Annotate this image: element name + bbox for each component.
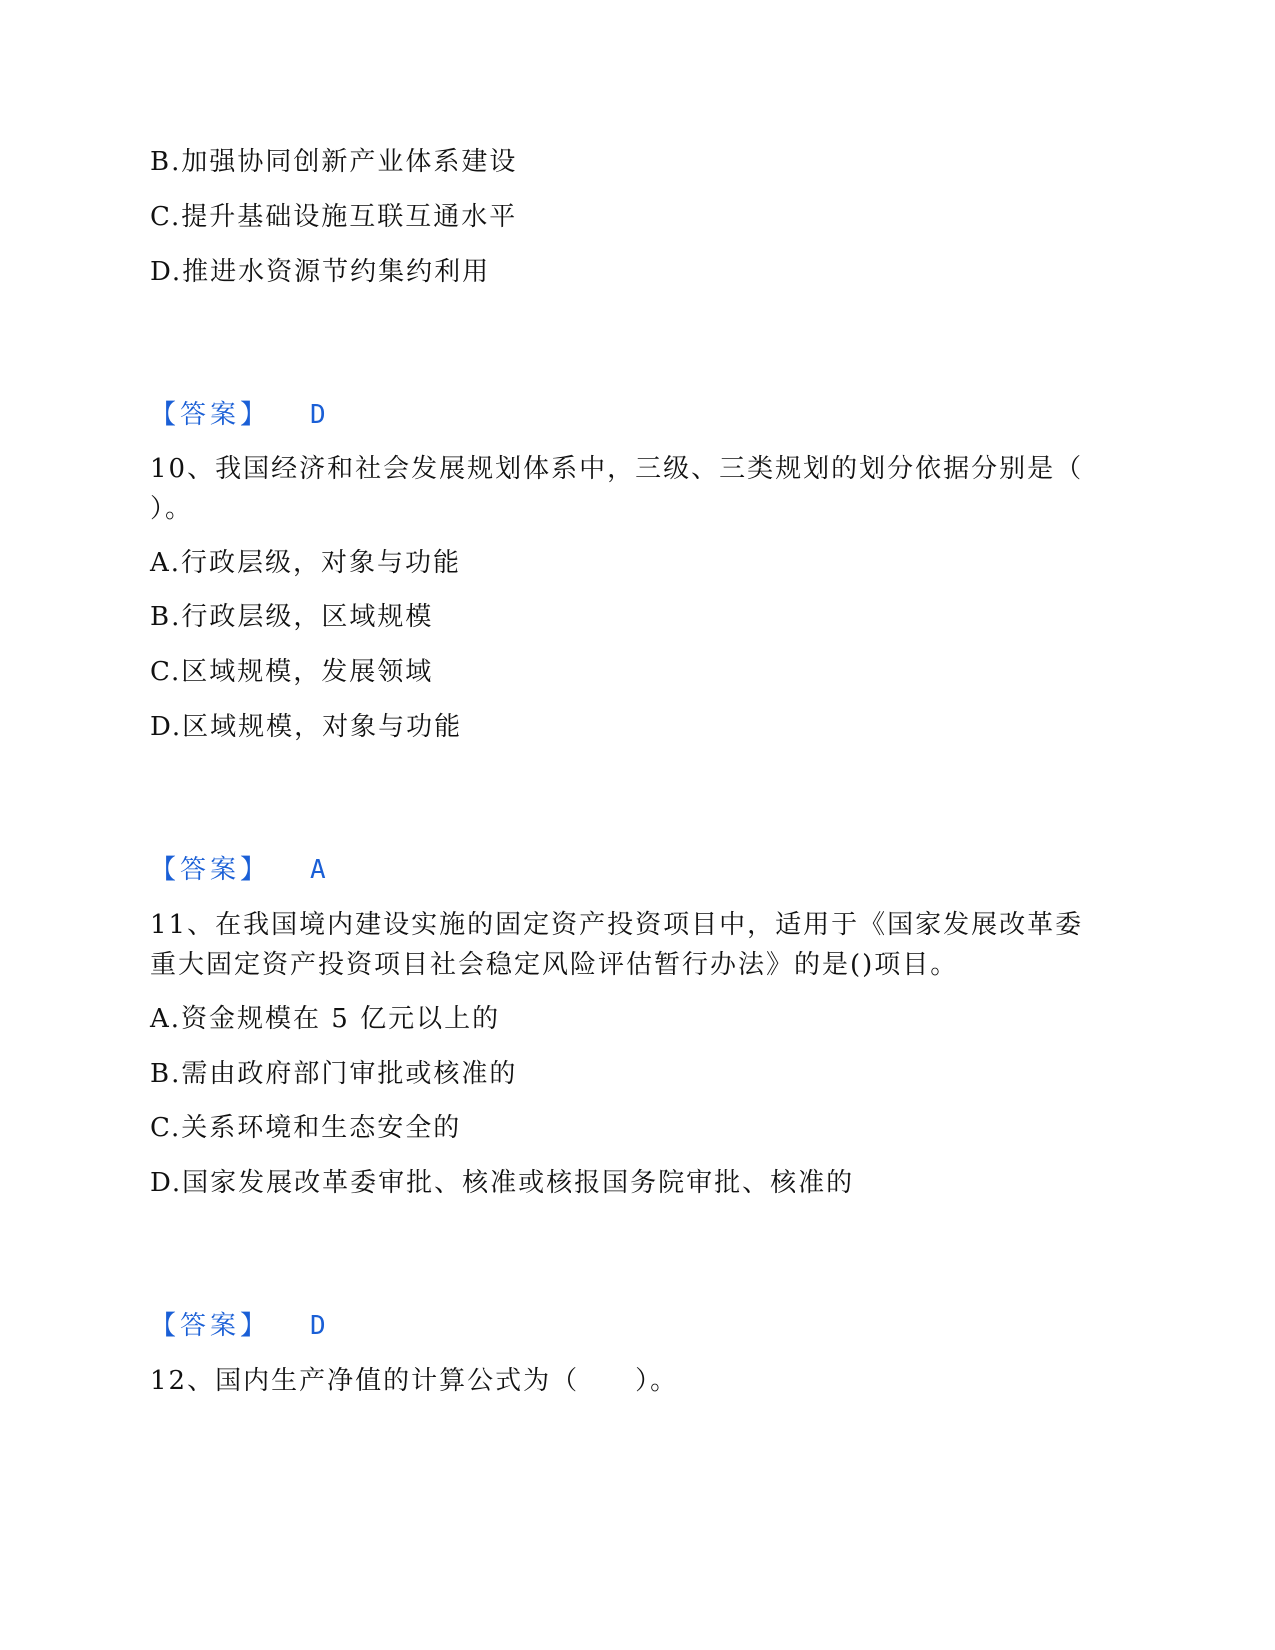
answer-value: D bbox=[310, 400, 328, 430]
q10-option-b: B.行政层级，区域规模 bbox=[150, 602, 434, 632]
answer-value: A bbox=[310, 855, 328, 885]
q11-option-c: C.关系环境和生态安全的 bbox=[150, 1113, 462, 1143]
q9-option-c: C.提升基础设施互联互通水平 bbox=[150, 202, 518, 232]
answer-value: D bbox=[310, 1311, 328, 1341]
q10-answer bbox=[150, 853, 328, 887]
q9-option-d: D.推进水资源节约集约利用 bbox=[150, 257, 491, 287]
q10-option-c: C.区域规模，发展领域 bbox=[150, 657, 434, 687]
q10-option-a: A.行政层级，对象与功能 bbox=[150, 548, 462, 578]
q9-answer bbox=[150, 398, 328, 432]
q9-option-b: B.加强协同创新产业体系建设 bbox=[150, 147, 518, 177]
answer-label: 【答案】 bbox=[150, 855, 271, 885]
q11-option-a: A.资金规模在 5 亿元以上的 bbox=[150, 1004, 501, 1034]
q11-stem-line2: 重大固定资产投资项目社会稳定风险评估暂行办法》的是()项目。 bbox=[150, 950, 959, 980]
answer-label: 【答案】 bbox=[150, 1311, 271, 1341]
q12-stem-line1: 12、国内生产净值的计算公式为（ ）。 bbox=[150, 1366, 679, 1396]
q11-stem-line1: 11、在我国境内建设实施的固定资产投资项目中，适用于《国家发展改革委 bbox=[150, 910, 1084, 940]
q10-stem-line1: 10、我国经济和社会发展规划体系中，三级、三类规划的划分依据分别是（ bbox=[150, 454, 1084, 484]
q10-stem-line2: ）。 bbox=[150, 494, 194, 524]
answer-label: 【答案】 bbox=[150, 400, 271, 430]
q10-option-d: D.区域规模，对象与功能 bbox=[150, 712, 463, 742]
q11-answer bbox=[150, 1309, 328, 1343]
q11-option-d: D.国家发展改革委审批、核准或核报国务院审批、核准的 bbox=[150, 1168, 855, 1198]
q11-option-b: B.需由政府部门审批或核准的 bbox=[150, 1059, 518, 1089]
